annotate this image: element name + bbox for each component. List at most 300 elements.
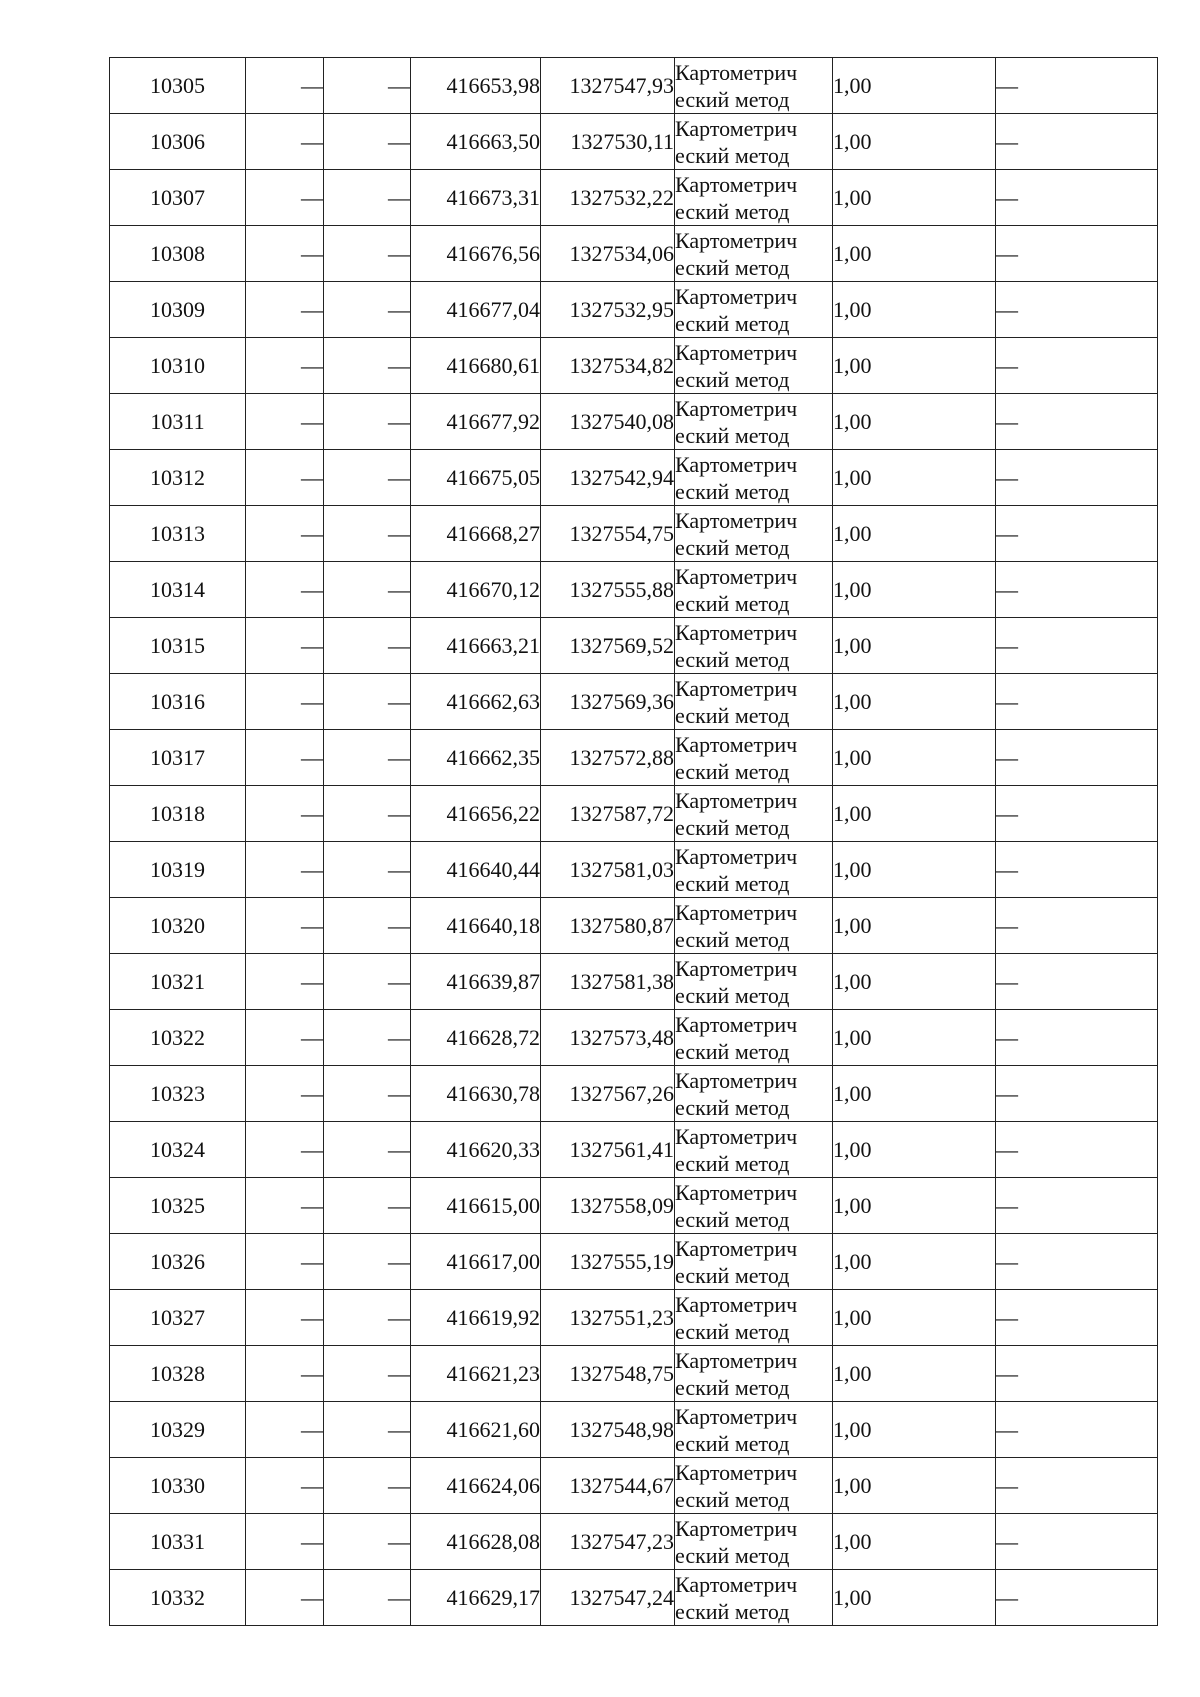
y-coordinate-cell: 1327547,93 xyxy=(541,58,675,114)
x-coordinate-cell: 416668,27 xyxy=(411,506,541,562)
accuracy-cell: 1,00 xyxy=(833,562,996,618)
accuracy-cell: 1,00 xyxy=(833,1514,996,1570)
point-number-cell: 10323 xyxy=(110,1066,246,1122)
method-cell xyxy=(675,1122,833,1178)
table-row xyxy=(110,1234,1158,1290)
method-cell xyxy=(675,1290,833,1346)
x-coordinate-cell: 416628,72 xyxy=(411,1010,541,1066)
table-row xyxy=(110,1010,1158,1066)
method-line-1: Картометрич xyxy=(675,675,798,701)
method-line-1: Картометрич xyxy=(675,1571,798,1597)
accuracy-cell: 1,00 xyxy=(833,1570,996,1626)
description-cell: — xyxy=(996,898,1158,954)
empty-value-cell: — xyxy=(324,1290,411,1346)
method-line-1: Картометрич xyxy=(675,1179,798,1205)
method-line-1: Картометрич xyxy=(675,451,798,477)
method-cell xyxy=(675,1402,833,1458)
method-cell xyxy=(675,954,833,1010)
empty-value-cell: — xyxy=(324,618,411,674)
empty-value-cell: — xyxy=(324,1178,411,1234)
method-line-1: Картометрич xyxy=(675,619,798,645)
x-coordinate-cell: 416619,92 xyxy=(411,1290,541,1346)
empty-value-cell: — xyxy=(246,1458,324,1514)
method-line-1: Картометрич xyxy=(675,1235,798,1261)
method-cell xyxy=(675,1570,833,1626)
empty-value-cell: — xyxy=(246,394,324,450)
accuracy-cell: 1,00 xyxy=(833,450,996,506)
empty-value-cell: — xyxy=(246,114,324,170)
empty-value-cell: — xyxy=(246,674,324,730)
method-cell xyxy=(675,730,833,786)
accuracy-cell: 1,00 xyxy=(833,114,996,170)
method-line-1: Картометрич xyxy=(675,1291,798,1317)
accuracy-cell: 1,00 xyxy=(833,1346,996,1402)
method-line-1: Картометрич xyxy=(675,507,798,533)
empty-value-cell: — xyxy=(246,170,324,226)
method-line-2: еский метод xyxy=(675,1598,790,1624)
y-coordinate-cell: 1327567,26 xyxy=(541,1066,675,1122)
x-coordinate-cell: 416677,04 xyxy=(411,282,541,338)
description-cell: — xyxy=(996,1458,1158,1514)
description-cell: — xyxy=(996,1066,1158,1122)
y-coordinate-cell: 1327555,19 xyxy=(541,1234,675,1290)
y-coordinate-cell: 1327542,94 xyxy=(541,450,675,506)
method-line-1: Картометрич xyxy=(675,731,798,757)
empty-value-cell: — xyxy=(324,506,411,562)
y-coordinate-cell: 1327558,09 xyxy=(541,1178,675,1234)
empty-value-cell: — xyxy=(324,338,411,394)
table-row xyxy=(110,338,1158,394)
accuracy-cell: 1,00 xyxy=(833,730,996,786)
empty-value-cell: — xyxy=(246,898,324,954)
point-number-cell: 10312 xyxy=(110,450,246,506)
method-line-1: Картометрич xyxy=(675,395,798,421)
method-line-2: еский метод xyxy=(675,702,790,728)
empty-value-cell: — xyxy=(324,1066,411,1122)
y-coordinate-cell: 1327572,88 xyxy=(541,730,675,786)
point-number-cell: 10308 xyxy=(110,226,246,282)
method-line-2: еский метод xyxy=(675,982,790,1008)
table-row xyxy=(110,282,1158,338)
table-row xyxy=(110,954,1158,1010)
y-coordinate-cell: 1327569,36 xyxy=(541,674,675,730)
x-coordinate-cell: 416621,60 xyxy=(411,1402,541,1458)
description-cell: — xyxy=(996,282,1158,338)
empty-value-cell: — xyxy=(246,842,324,898)
table-row xyxy=(110,1066,1158,1122)
table-row xyxy=(110,1290,1158,1346)
description-cell: — xyxy=(996,1346,1158,1402)
description-cell: — xyxy=(996,618,1158,674)
method-line-2: еский метод xyxy=(675,1486,790,1512)
method-line-2: еский метод xyxy=(675,646,790,672)
method-cell xyxy=(675,786,833,842)
method-cell xyxy=(675,226,833,282)
method-line-2: еский метод xyxy=(675,870,790,896)
y-coordinate-cell: 1327544,67 xyxy=(541,1458,675,1514)
description-cell: — xyxy=(996,730,1158,786)
point-number-cell: 10320 xyxy=(110,898,246,954)
method-line-1: Картометрич xyxy=(675,955,798,981)
y-coordinate-cell: 1327581,03 xyxy=(541,842,675,898)
method-cell xyxy=(675,898,833,954)
x-coordinate-cell: 416662,63 xyxy=(411,674,541,730)
empty-value-cell: — xyxy=(246,1234,324,1290)
x-coordinate-cell: 416620,33 xyxy=(411,1122,541,1178)
method-cell xyxy=(675,450,833,506)
method-cell xyxy=(675,1514,833,1570)
point-number-cell: 10327 xyxy=(110,1290,246,1346)
point-number-cell: 10328 xyxy=(110,1346,246,1402)
empty-value-cell: — xyxy=(246,562,324,618)
method-cell xyxy=(675,338,833,394)
accuracy-cell: 1,00 xyxy=(833,1402,996,1458)
empty-value-cell: — xyxy=(324,282,411,338)
table-row xyxy=(110,842,1158,898)
description-cell: — xyxy=(996,562,1158,618)
y-coordinate-cell: 1327530,11 xyxy=(541,114,675,170)
description-cell: — xyxy=(996,1290,1158,1346)
point-number-cell: 10321 xyxy=(110,954,246,1010)
description-cell: — xyxy=(996,1234,1158,1290)
method-line-1: Картометрич xyxy=(675,283,798,309)
accuracy-cell: 1,00 xyxy=(833,786,996,842)
point-number-cell: 10318 xyxy=(110,786,246,842)
method-line-2: еский метод xyxy=(675,310,790,336)
table-row xyxy=(110,1178,1158,1234)
point-number-cell: 10330 xyxy=(110,1458,246,1514)
method-line-1: Картометрич xyxy=(675,1347,798,1373)
y-coordinate-cell: 1327554,75 xyxy=(541,506,675,562)
empty-value-cell: — xyxy=(324,170,411,226)
method-cell xyxy=(675,170,833,226)
y-coordinate-cell: 1327547,24 xyxy=(541,1570,675,1626)
table-row xyxy=(110,1514,1158,1570)
y-coordinate-cell: 1327561,41 xyxy=(541,1122,675,1178)
empty-value-cell: — xyxy=(324,394,411,450)
method-line-1: Картометрич xyxy=(675,171,798,197)
empty-value-cell: — xyxy=(246,58,324,114)
point-number-cell: 10329 xyxy=(110,1402,246,1458)
x-coordinate-cell: 416628,08 xyxy=(411,1514,541,1570)
method-cell xyxy=(675,618,833,674)
empty-value-cell: — xyxy=(246,1290,324,1346)
empty-value-cell: — xyxy=(324,730,411,786)
description-cell: — xyxy=(996,786,1158,842)
description-cell: — xyxy=(996,1122,1158,1178)
y-coordinate-cell: 1327548,98 xyxy=(541,1402,675,1458)
table-row xyxy=(110,394,1158,450)
x-coordinate-cell: 416656,22 xyxy=(411,786,541,842)
method-line-2: еский метод xyxy=(675,1318,790,1344)
method-line-1: Картометрич xyxy=(675,1123,798,1149)
table-row xyxy=(110,1122,1158,1178)
description-cell: — xyxy=(996,170,1158,226)
empty-value-cell: — xyxy=(324,58,411,114)
method-line-2: еский метод xyxy=(675,1542,790,1568)
method-line-2: еский метод xyxy=(675,758,790,784)
x-coordinate-cell: 416624,06 xyxy=(411,1458,541,1514)
accuracy-cell: 1,00 xyxy=(833,1010,996,1066)
empty-value-cell: — xyxy=(324,1402,411,1458)
empty-value-cell: — xyxy=(324,1570,411,1626)
table-row xyxy=(110,562,1158,618)
table-row xyxy=(110,114,1158,170)
method-line-1: Картометрич xyxy=(675,59,798,85)
table-row xyxy=(110,618,1158,674)
method-cell xyxy=(675,842,833,898)
method-line-2: еский метод xyxy=(675,142,790,168)
x-coordinate-cell: 416675,05 xyxy=(411,450,541,506)
method-line-2: еский метод xyxy=(675,926,790,952)
method-cell xyxy=(675,1458,833,1514)
empty-value-cell: — xyxy=(324,898,411,954)
method-line-2: еский метод xyxy=(675,422,790,448)
x-coordinate-cell: 416615,00 xyxy=(411,1178,541,1234)
description-cell: — xyxy=(996,1010,1158,1066)
table-row xyxy=(110,898,1158,954)
accuracy-cell: 1,00 xyxy=(833,338,996,394)
table-row xyxy=(110,674,1158,730)
method-line-2: еский метод xyxy=(675,534,790,560)
accuracy-cell: 1,00 xyxy=(833,1458,996,1514)
point-number-cell: 10324 xyxy=(110,1122,246,1178)
x-coordinate-cell: 416677,92 xyxy=(411,394,541,450)
empty-value-cell: — xyxy=(324,1514,411,1570)
empty-value-cell: — xyxy=(246,1402,324,1458)
accuracy-cell: 1,00 xyxy=(833,282,996,338)
point-number-cell: 10313 xyxy=(110,506,246,562)
point-number-cell: 10309 xyxy=(110,282,246,338)
empty-value-cell: — xyxy=(246,1178,324,1234)
point-number-cell: 10310 xyxy=(110,338,246,394)
description-cell: — xyxy=(996,394,1158,450)
table-row xyxy=(110,450,1158,506)
y-coordinate-cell: 1327540,08 xyxy=(541,394,675,450)
method-line-1: Картометрич xyxy=(675,899,798,925)
table-row xyxy=(110,1346,1158,1402)
y-coordinate-cell: 1327555,88 xyxy=(541,562,675,618)
method-cell xyxy=(675,562,833,618)
empty-value-cell: — xyxy=(246,1570,324,1626)
y-coordinate-cell: 1327548,75 xyxy=(541,1346,675,1402)
accuracy-cell: 1,00 xyxy=(833,842,996,898)
description-cell: — xyxy=(996,114,1158,170)
x-coordinate-cell: 416663,50 xyxy=(411,114,541,170)
x-coordinate-cell: 416676,56 xyxy=(411,226,541,282)
x-coordinate-cell: 416639,87 xyxy=(411,954,541,1010)
accuracy-cell: 1,00 xyxy=(833,506,996,562)
point-number-cell: 10307 xyxy=(110,170,246,226)
description-cell: — xyxy=(996,674,1158,730)
x-coordinate-cell: 416640,18 xyxy=(411,898,541,954)
method-line-2: еский метод xyxy=(675,1150,790,1176)
description-cell: — xyxy=(996,226,1158,282)
empty-value-cell: — xyxy=(246,282,324,338)
method-line-2: еский метод xyxy=(675,1262,790,1288)
y-coordinate-cell: 1327581,38 xyxy=(541,954,675,1010)
description-cell: — xyxy=(996,1570,1158,1626)
x-coordinate-cell: 416621,23 xyxy=(411,1346,541,1402)
description-cell: — xyxy=(996,1402,1158,1458)
y-coordinate-cell: 1327569,52 xyxy=(541,618,675,674)
method-line-1: Картометрич xyxy=(675,843,798,869)
empty-value-cell: — xyxy=(324,226,411,282)
y-coordinate-cell: 1327534,82 xyxy=(541,338,675,394)
point-number-cell: 10311 xyxy=(110,394,246,450)
point-number-cell: 10305 xyxy=(110,58,246,114)
y-coordinate-cell: 1327587,72 xyxy=(541,786,675,842)
description-cell: — xyxy=(996,954,1158,1010)
method-cell xyxy=(675,394,833,450)
table-row xyxy=(110,1458,1158,1514)
point-number-cell: 10326 xyxy=(110,1234,246,1290)
table-row xyxy=(110,786,1158,842)
method-line-2: еский метод xyxy=(675,254,790,280)
table-row xyxy=(110,1570,1158,1626)
description-cell: — xyxy=(996,842,1158,898)
method-line-1: Картометрич xyxy=(675,227,798,253)
accuracy-cell: 1,00 xyxy=(833,618,996,674)
x-coordinate-cell: 416673,31 xyxy=(411,170,541,226)
point-number-cell: 10315 xyxy=(110,618,246,674)
empty-value-cell: — xyxy=(324,674,411,730)
empty-value-cell: — xyxy=(324,1346,411,1402)
empty-value-cell: — xyxy=(324,1010,411,1066)
method-line-2: еский метод xyxy=(675,1374,790,1400)
x-coordinate-cell: 416670,12 xyxy=(411,562,541,618)
y-coordinate-cell: 1327547,23 xyxy=(541,1514,675,1570)
method-line-2: еский метод xyxy=(675,86,790,112)
table-row xyxy=(110,170,1158,226)
method-cell xyxy=(675,282,833,338)
accuracy-cell: 1,00 xyxy=(833,1066,996,1122)
method-line-1: Картометрич xyxy=(675,115,798,141)
accuracy-cell: 1,00 xyxy=(833,394,996,450)
x-coordinate-cell: 416662,35 xyxy=(411,730,541,786)
empty-value-cell: — xyxy=(324,562,411,618)
accuracy-cell: 1,00 xyxy=(833,674,996,730)
empty-value-cell: — xyxy=(246,1122,324,1178)
point-number-cell: 10325 xyxy=(110,1178,246,1234)
accuracy-cell: 1,00 xyxy=(833,954,996,1010)
method-line-1: Картометрич xyxy=(675,339,798,365)
method-cell xyxy=(675,58,833,114)
accuracy-cell: 1,00 xyxy=(833,170,996,226)
table-row xyxy=(110,506,1158,562)
empty-value-cell: — xyxy=(324,114,411,170)
empty-value-cell: — xyxy=(324,450,411,506)
x-coordinate-cell: 416663,21 xyxy=(411,618,541,674)
description-cell: — xyxy=(996,1178,1158,1234)
x-coordinate-cell: 416640,44 xyxy=(411,842,541,898)
accuracy-cell: 1,00 xyxy=(833,1290,996,1346)
empty-value-cell: — xyxy=(246,730,324,786)
point-number-cell: 10319 xyxy=(110,842,246,898)
accuracy-cell: 1,00 xyxy=(833,1234,996,1290)
empty-value-cell: — xyxy=(324,786,411,842)
table-row xyxy=(110,1402,1158,1458)
empty-value-cell: — xyxy=(324,1122,411,1178)
point-number-cell: 10332 xyxy=(110,1570,246,1626)
description-cell: — xyxy=(996,58,1158,114)
method-line-2: еский метод xyxy=(675,590,790,616)
point-number-cell: 10314 xyxy=(110,562,246,618)
point-number-cell: 10331 xyxy=(110,1514,246,1570)
coordinates-table-body xyxy=(110,58,1158,1626)
description-cell: — xyxy=(996,450,1158,506)
method-cell xyxy=(675,674,833,730)
table-row xyxy=(110,58,1158,114)
method-line-1: Картометрич xyxy=(675,1067,798,1093)
method-line-1: Картометрич xyxy=(675,1011,798,1037)
accuracy-cell: 1,00 xyxy=(833,898,996,954)
y-coordinate-cell: 1327534,06 xyxy=(541,226,675,282)
method-line-2: еский метод xyxy=(675,1038,790,1064)
empty-value-cell: — xyxy=(246,786,324,842)
accuracy-cell: 1,00 xyxy=(833,1122,996,1178)
method-line-1: Картометрич xyxy=(675,787,798,813)
empty-value-cell: — xyxy=(246,618,324,674)
x-coordinate-cell: 416653,98 xyxy=(411,58,541,114)
description-cell: — xyxy=(996,506,1158,562)
description-cell: — xyxy=(996,1514,1158,1570)
empty-value-cell: — xyxy=(246,450,324,506)
method-line-2: еский метод xyxy=(675,814,790,840)
x-coordinate-cell: 416617,00 xyxy=(411,1234,541,1290)
empty-value-cell: — xyxy=(246,1514,324,1570)
method-line-2: еский метод xyxy=(675,198,790,224)
empty-value-cell: — xyxy=(246,1346,324,1402)
accuracy-cell: 1,00 xyxy=(833,226,996,282)
empty-value-cell: — xyxy=(246,954,324,1010)
point-number-cell: 10306 xyxy=(110,114,246,170)
method-cell xyxy=(675,114,833,170)
method-cell xyxy=(675,1010,833,1066)
empty-value-cell: — xyxy=(246,1066,324,1122)
method-cell xyxy=(675,1346,833,1402)
empty-value-cell: — xyxy=(246,506,324,562)
point-number-cell: 10317 xyxy=(110,730,246,786)
method-line-1: Картометрич xyxy=(675,563,798,589)
method-line-2: еский метод xyxy=(675,1094,790,1120)
method-line-2: еский метод xyxy=(675,1206,790,1232)
method-cell xyxy=(675,506,833,562)
y-coordinate-cell: 1327573,48 xyxy=(541,1010,675,1066)
y-coordinate-cell: 1327532,22 xyxy=(541,170,675,226)
description-cell: — xyxy=(996,338,1158,394)
x-coordinate-cell: 416630,78 xyxy=(411,1066,541,1122)
table-row xyxy=(110,730,1158,786)
empty-value-cell: — xyxy=(324,1458,411,1514)
empty-value-cell: — xyxy=(246,338,324,394)
method-line-2: еский метод xyxy=(675,478,790,504)
method-line-1: Картометрич xyxy=(675,1403,798,1429)
point-number-cell: 10316 xyxy=(110,674,246,730)
method-line-1: Картометрич xyxy=(675,1459,798,1485)
y-coordinate-cell: 1327580,87 xyxy=(541,898,675,954)
point-number-cell: 10322 xyxy=(110,1010,246,1066)
coordinates-table xyxy=(109,57,1158,1626)
empty-value-cell: — xyxy=(324,954,411,1010)
y-coordinate-cell: 1327532,95 xyxy=(541,282,675,338)
accuracy-cell: 1,00 xyxy=(833,58,996,114)
method-cell xyxy=(675,1178,833,1234)
method-cell xyxy=(675,1234,833,1290)
method-line-2: еский метод xyxy=(675,366,790,392)
method-cell xyxy=(675,1066,833,1122)
x-coordinate-cell: 416680,61 xyxy=(411,338,541,394)
